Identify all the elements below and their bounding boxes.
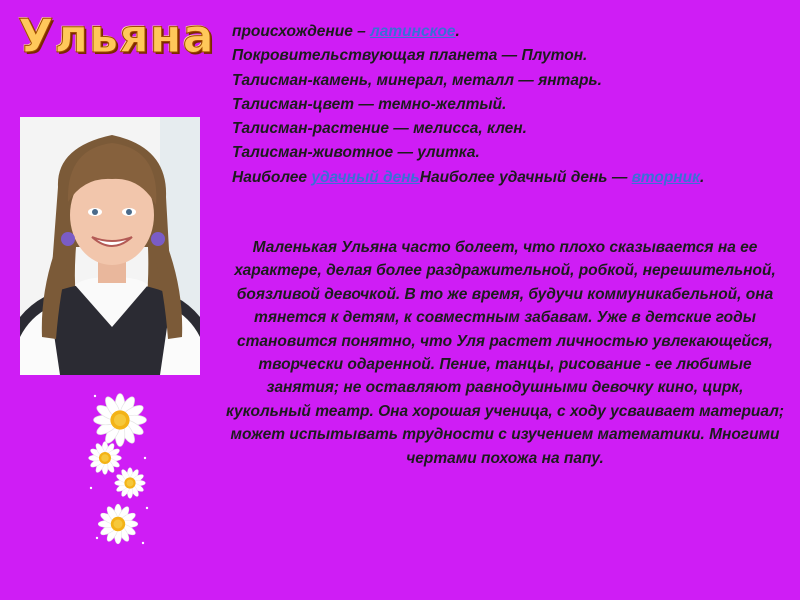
origin-line: происхождение – латинское. (232, 23, 460, 40)
color-line: Талисман-цвет — темно-желтый. (232, 95, 507, 113)
plant-line: Талисман-растение — мелисса, клен. (232, 120, 527, 138)
animal-line: Талисман-животное — улитка. (232, 144, 480, 162)
stone-line: Талисман-камень, минерал, металл — янтарь. (232, 71, 602, 89)
page-title: Ульяна (18, 9, 215, 63)
origin-link[interactable]: латинское (370, 23, 456, 40)
character-description: Маленькая Ульяна часто болеет, что плохо сказывается на ее характере, делая более раздражительной, робкой, нерешительной, боязливой девочкой. В то же время, будучи коммуникабельной, она тянется к детям, к совместным забавам. Уже в детские годы становится понятно, что Уля растет личностью увлекающейся, творчески одаренной. Пение, танцы, рисование - ее любимые занятия; не оставляют равнодушными девочку кино, цирк, кукольный театр. Она хорошая ученица, с ходу усваивает материал; может испытывать трудности с изучением математики. Многими чертами похожа на папу. (226, 239, 784, 467)
daisy-decoration (85, 388, 155, 548)
tuesday-link[interactable]: вторник (631, 168, 700, 186)
lucky-day-line: Наиболее удачный деньНаиболее удачный день — вторник. (232, 168, 705, 186)
girl-photo (20, 117, 200, 375)
planet-line: Покровительствующая планета — Плутон. (232, 47, 588, 65)
lucky-day-link[interactable]: удачный день (311, 168, 420, 186)
name-facts (232, 20, 792, 190)
